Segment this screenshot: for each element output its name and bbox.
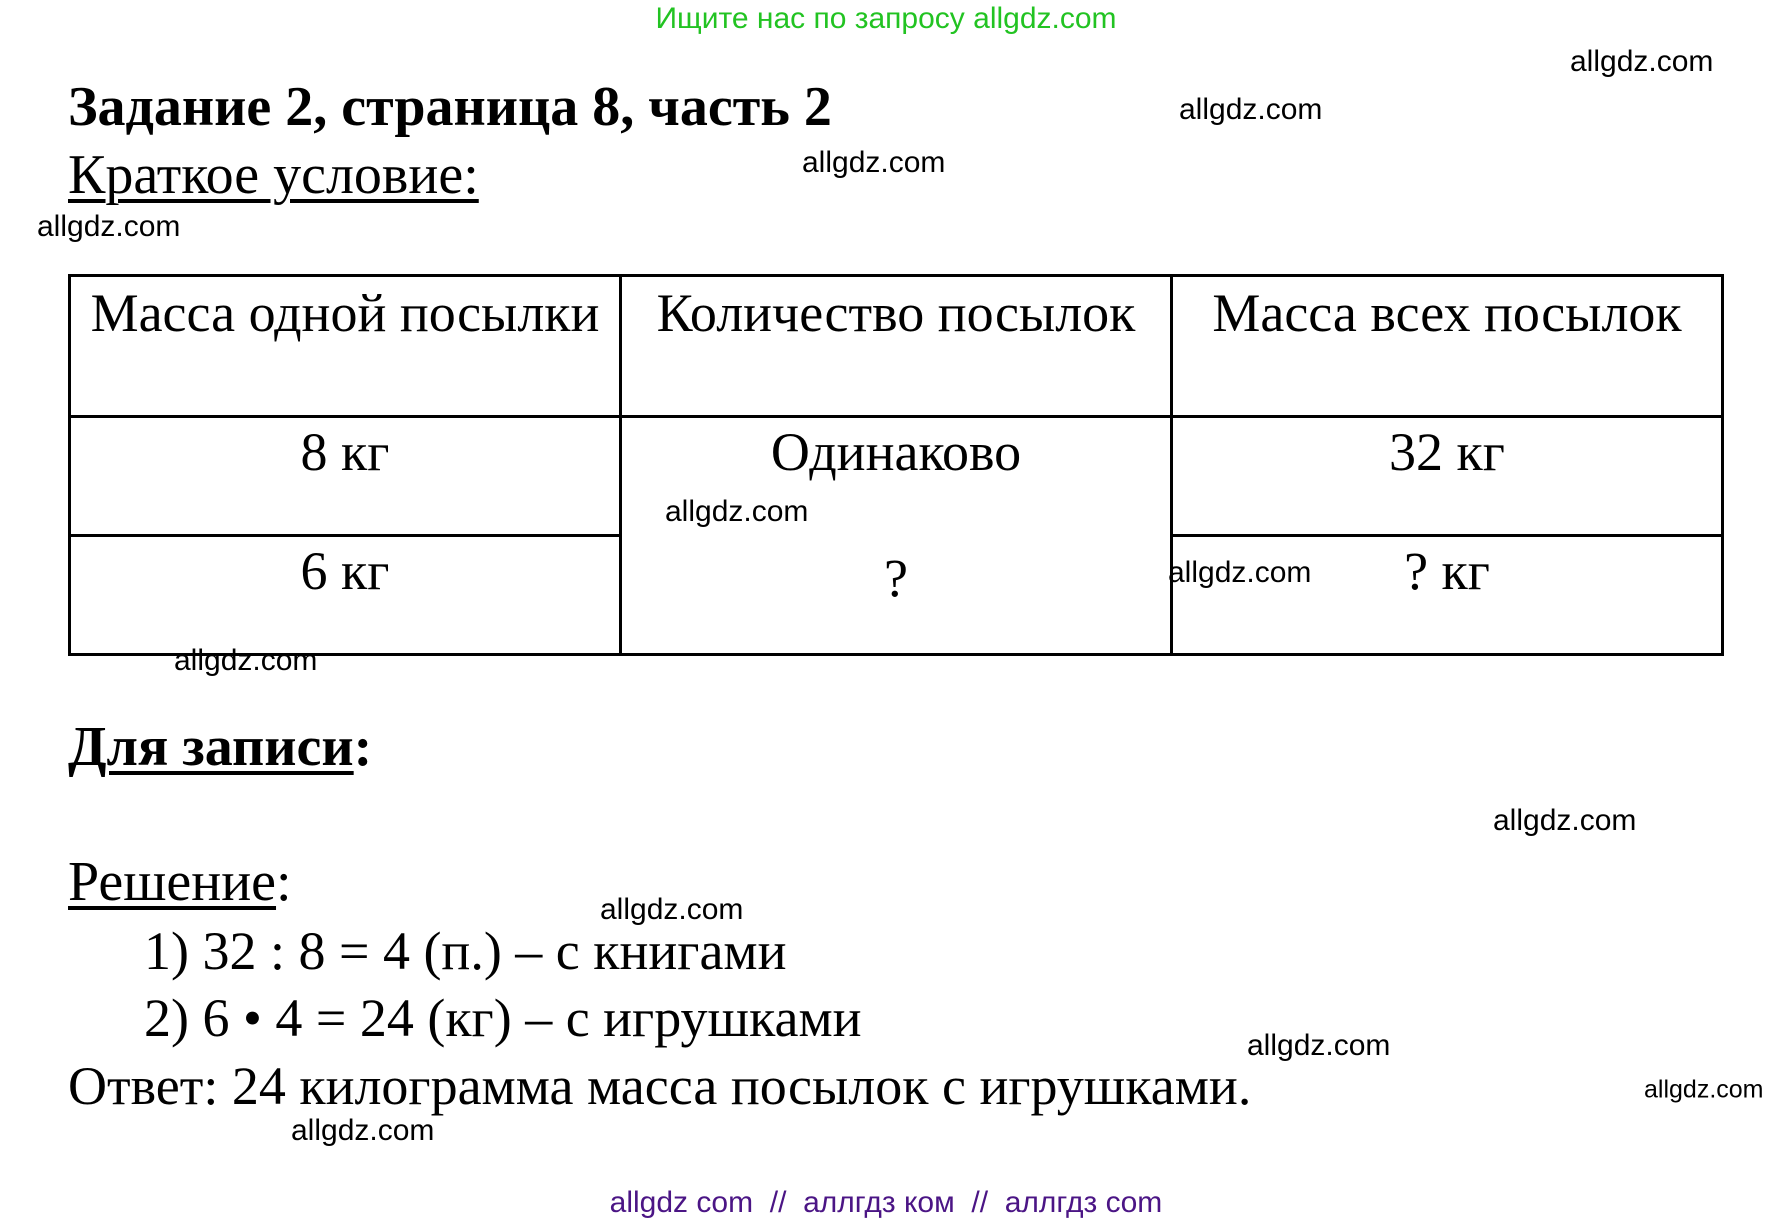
table-header-row xyxy=(70,276,1723,417)
watermark: allgdz.com xyxy=(600,893,744,926)
watermark: allgdz.com xyxy=(1644,1075,1764,1104)
cell: 8 кг xyxy=(70,417,621,536)
watermark: allgdz.com xyxy=(291,1114,435,1147)
for-notes-label: Для записи xyxy=(68,716,354,778)
for-notes-heading xyxy=(68,715,372,779)
solution-step: 1) 32 : 8 = 4 (п.) – с книгами xyxy=(144,921,787,981)
bottom-promo-links[interactable]: allgdz com // аллгдз ком // аллгдз com xyxy=(609,1186,1163,1219)
watermark: allgdz.com xyxy=(174,644,318,677)
cell-text: Одинаково xyxy=(770,422,1022,482)
watermark: allgdz.com xyxy=(1570,45,1714,78)
cell-merged-count xyxy=(621,417,1172,655)
colon: : xyxy=(276,851,292,913)
search-promo-banner[interactable]: Ищите нас по запросу allgdz.com xyxy=(655,2,1117,35)
solution-label: Решение xyxy=(68,851,277,913)
cell: ? кг xyxy=(1172,536,1723,655)
condition-table xyxy=(68,274,1724,656)
header-mass-one: Масса одной посылки xyxy=(70,276,621,417)
solution-heading xyxy=(68,850,292,914)
page-title: Задание 2, страница 8, часть 2 xyxy=(68,76,832,138)
header-count: Количество посылок xyxy=(621,276,1172,417)
short-condition-heading: Краткое условие: xyxy=(68,144,479,206)
watermark: allgdz.com xyxy=(802,146,946,179)
watermark: allgdz.com xyxy=(1168,556,1312,589)
solution-step: 2) 6 • 4 = 24 (кг) – с игрушками xyxy=(144,988,862,1048)
cell: 6 кг xyxy=(70,536,621,655)
cell: 32 кг xyxy=(1172,417,1723,536)
watermark: allgdz.com xyxy=(1493,804,1637,837)
watermark: allgdz.com xyxy=(665,495,809,528)
watermark: allgdz.com xyxy=(1179,93,1323,126)
answer-text: Ответ: 24 килограмма масса посылок с игрушками. xyxy=(68,1056,1252,1116)
colon: : xyxy=(353,716,373,778)
cell-text: ? xyxy=(884,548,908,608)
header-mass-all: Масса всех посылок xyxy=(1172,276,1723,417)
watermark: allgdz.com xyxy=(1247,1029,1391,1062)
table-row xyxy=(70,417,1723,536)
watermark: allgdz.com xyxy=(37,210,181,243)
